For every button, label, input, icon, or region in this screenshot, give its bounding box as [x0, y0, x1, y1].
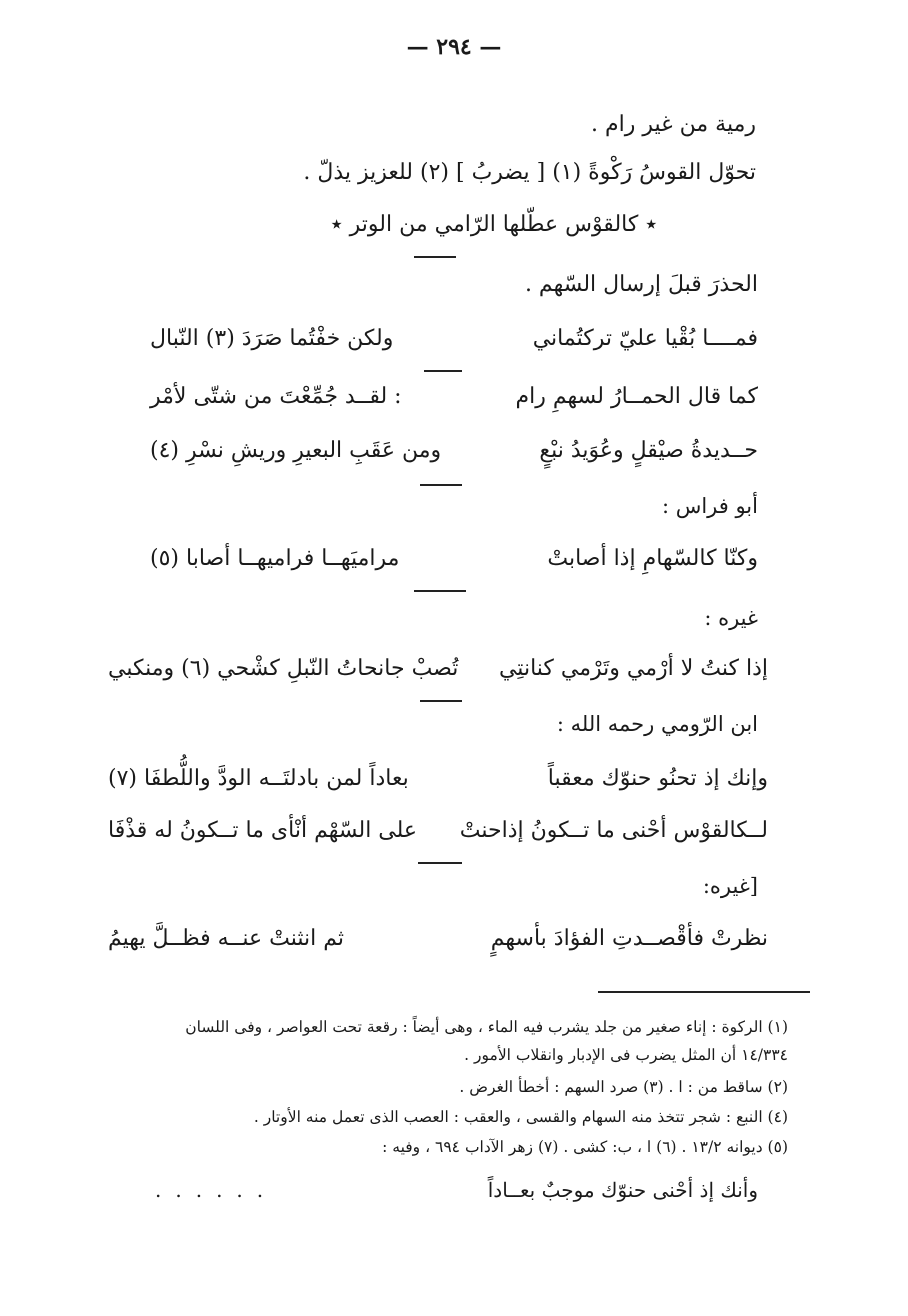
verse-line: [0, 656, 908, 696]
verse-hemistich-second: ولكن خفْتُما صَرَدَ (٣) النّبال: [150, 326, 394, 351]
verse-line: [0, 766, 908, 806]
verse-hemistich-second: على السّهْم أنْأى ما تــكونُ له قذْفَا: [108, 818, 418, 843]
footnote-rule: [598, 991, 810, 993]
separator-dash: [420, 700, 462, 702]
verse-hemistich-second: تُصبْ جانحاتُ النّبلِ كشْحي (٦) ومنكبي: [108, 656, 459, 681]
verse-hemistich-second: مراميَهــا فراميهــا أصابا (٥): [150, 546, 400, 571]
verse-hemistich-first: حــديدةُ صيْقلٍ وعُوَيدُ نبْعٍ: [539, 438, 758, 463]
footnote-4: (٤) النبع : شجر تتخذ منه السهام والقسى ، والعقب : العصب الذى تعمل منه الأوتار .: [253, 1108, 788, 1126]
verse-hemistich-first: وإنك إذ تحنُو حنوّك معقباً: [547, 766, 768, 791]
footnote-verse: [0, 1178, 908, 1214]
verse-hemistich-second: ثم انثنتْ عنــه فظــلَّ يهيمُ: [108, 926, 344, 951]
verse-hemistich-second: : لقــد جُمِّعْتَ من شتّى لأمْر: [150, 384, 402, 409]
footnote-1: (١) الركوة : إناء صغير من جلد يشرب فيه الماء ، وهى أيضاً : رقعة تحت العواصر ، وفى اللسان: [185, 1018, 788, 1036]
heading-ghayruhu-2: [غيره:: [702, 874, 758, 898]
verse-line: [0, 818, 908, 858]
footnote-2-3: (٢) ساقط من : ا . (٣) صرد السهم : أخطأ الغرض .: [459, 1078, 788, 1096]
verse-hemistich-first: وكنّا كالسّهامِ إذا أصابتْ: [547, 546, 758, 571]
text-line-proverb-2: تحوّل القوسُ رَكْوةً (١) [ يضربُ ] (٢) للعزيز يذلّ .: [303, 160, 756, 185]
verse-line: [0, 546, 908, 586]
separator-dash: [414, 590, 466, 592]
verse-line: [0, 438, 908, 478]
heading-ghayruhu: غيره :: [704, 606, 758, 630]
footnote-1-continued: ١٤/٣٣٤ أن المثل يضرب فى الإدبار وانقلاب الأمور .: [464, 1046, 788, 1064]
verse-line: [0, 384, 908, 424]
separator-dash: [420, 484, 462, 486]
text-line-proverb-1: رمية من غير رام .: [591, 112, 756, 137]
verse-line: [0, 926, 908, 966]
verse-line: [0, 326, 908, 366]
footnote-5-6-7: (٥) ديوانه ١٣/٢ . (٦) ا ، ب: كشى . (٧) زهر الآداب ٦٩٤ ، وفيه :: [382, 1138, 788, 1156]
text-line-proverb-3: الحذرَ قبلَ إرسال السّهم .: [524, 272, 758, 297]
verse-hemistich-second: بعاداً لمن بادلتَــه الودَّ واللُّطفَا (٧): [108, 766, 409, 791]
verse-hemistich-second: ومن عَقَبِ البعيرِ وريشِ نسْرِ (٤): [150, 438, 442, 463]
text-line-quote: ٭ كالقوْس عطّلها الرّامي من الوتر ٭: [330, 212, 658, 237]
separator-dash: [424, 370, 462, 372]
heading-abu-firas: أبو فراس :: [661, 494, 758, 518]
page-number: — ٢٩٤ —: [406, 34, 502, 60]
verse-hemistich-first: كما قال الحمــارُ لسهمِ رام: [515, 384, 758, 409]
verse-hemistich-first: لــكالقوْس أحْنى ما تــكونُ إذاحنتْ: [459, 818, 768, 843]
separator-dash: [418, 862, 462, 864]
verse-hemistich-first: نظرتْ فأقْصــدتِ الفؤادَ بأسهمٍ: [490, 926, 768, 951]
heading-ibn-rumi: ابن الرّومي رحمه الله :: [556, 712, 758, 736]
verse-hemistich-first: فمــــا بُقْيا عليّ تركتُماني: [532, 326, 758, 351]
footnote-verse-text: وأنك إذ أحْنى حنوّك موجبٌ بعــاداً: [487, 1178, 758, 1202]
footnote-verse-ellipsis: ......: [155, 1178, 278, 1202]
separator-dash: [414, 256, 456, 258]
verse-hemistich-first: إذا كنتُ لا أرْمي وتَرْمي كنانتِي: [498, 656, 768, 681]
